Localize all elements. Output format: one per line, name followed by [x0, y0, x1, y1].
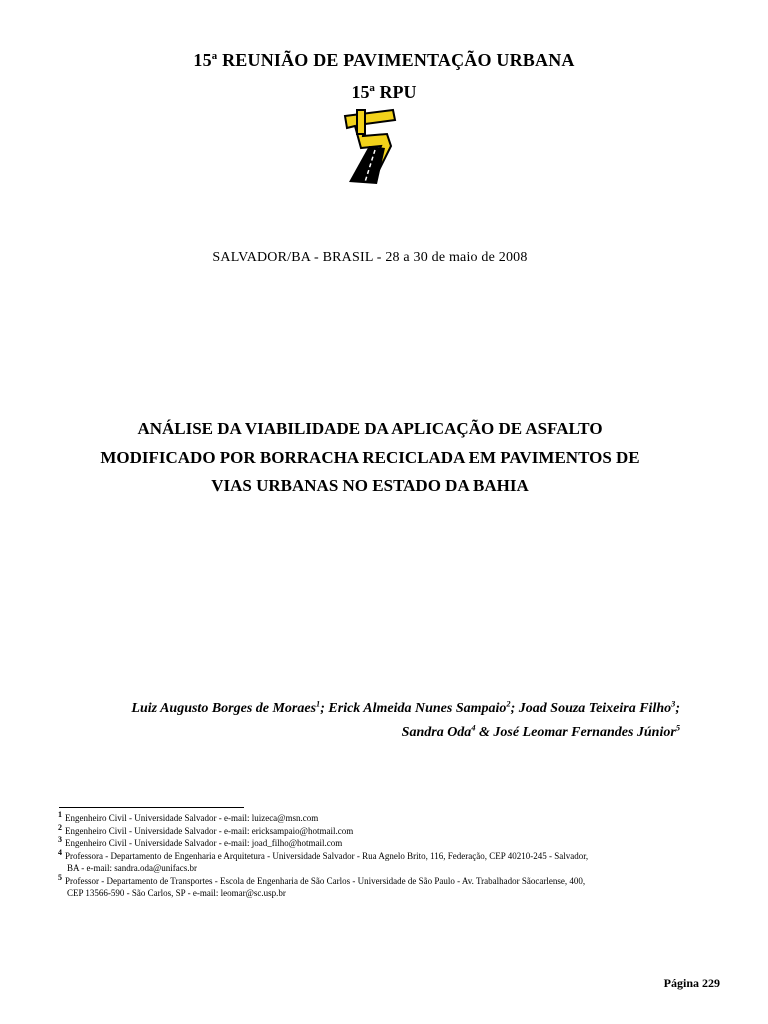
footnote-text-continued: BA - e-mail: sandra.oda@unifacs.br [67, 863, 197, 873]
author-affiliation-mark: 4 [471, 723, 476, 733]
conference-logo-icon [335, 106, 405, 186]
author-line [40, 721, 680, 745]
footnote-number: 5 [58, 872, 62, 882]
footnote-number: 2 [58, 822, 62, 832]
page-number: Página 229 [663, 976, 720, 990]
footnote-number: 4 [58, 847, 62, 857]
location-date: SALVADOR/BA - BRASIL - 28 a 30 de maio de 2008 [212, 250, 528, 265]
conference-abbreviation: 15ª RPU [351, 82, 417, 102]
author-separator: & [475, 725, 494, 740]
footnote-text: Professor - Departamento de Transportes - Escola de Engenharia de São Carlos - Universidade de São Paulo - Av. Trabalhador Sãocarlense, 400, [65, 875, 586, 886]
conference-edition-sup: a [211, 50, 218, 62]
author-list [40, 697, 680, 745]
footnote-divider [59, 807, 244, 808]
paper-title-line: MODIFICADO POR BORRACHA RECICLADA EM PAVIMENTOS DE [100, 447, 640, 467]
footnote-text: Engenheiro Civil - Universidade Salvador - e-mail: ericksampaio@hotmail.com [65, 825, 354, 836]
author-separator: ; [510, 701, 519, 716]
footnote-item [58, 837, 698, 850]
footnote-item [58, 812, 698, 825]
paper-title-line: ANÁLISE DA VIABILIDADE DA APLICAÇÃO DE ASFALTO [137, 419, 603, 438]
author-line [40, 697, 680, 721]
author-affiliation-mark: 3 [671, 699, 676, 709]
author-separator: ; [675, 701, 680, 716]
paper-title [60, 415, 680, 501]
footnote-text: Engenheiro Civil - Universidade Salvador - e-mail: joad_filho@hotmail.com [65, 838, 343, 848]
conference-title [0, 50, 768, 71]
author-name: Joad Souza Teixeira Filho [518, 701, 672, 716]
author-name: José Leomar Fernandes Júnior [493, 725, 676, 740]
paper-title-line: VIAS URBANAS NO ESTADO DA BAHIA [211, 476, 529, 495]
footnote-item [58, 822, 698, 838]
footnote-number: 3 [58, 835, 62, 844]
conference-title-rest: REUNIÃO DE PAVIMENTAÇÃO URBANA [217, 50, 575, 70]
author-separator: ; [320, 701, 329, 716]
footnote-text-continued: CEP 13566-590 - São Carlos, SP - e-mail: leomar@sc.usp.br [67, 888, 286, 898]
footnotes [58, 812, 698, 900]
author-affiliation-mark: 2 [506, 699, 511, 709]
footnote-number: 1 [58, 810, 62, 819]
author-name: Erick Almeida Nunes Sampaio [328, 701, 507, 716]
author-name: Sandra Oda [401, 725, 472, 740]
conference-edition: 15 [193, 50, 212, 70]
footnote-text: Engenheiro Civil - Universidade Salvador - e-mail: luizeca@msn.com [65, 813, 319, 823]
author-name: Luiz Augusto Borges de Moraes [131, 701, 317, 716]
footnote-item [58, 847, 698, 875]
author-affiliation-mark: 5 [675, 723, 680, 733]
author-affiliation-mark: 1 [316, 699, 321, 709]
footnote-item [58, 872, 698, 900]
footnote-text: Professora - Departamento de Engenharia e Arquitetura - Universidade Salvador - Rua Agnelo Brito, 116, Federação, CEP 40210-245 - Salvador, [65, 850, 589, 861]
